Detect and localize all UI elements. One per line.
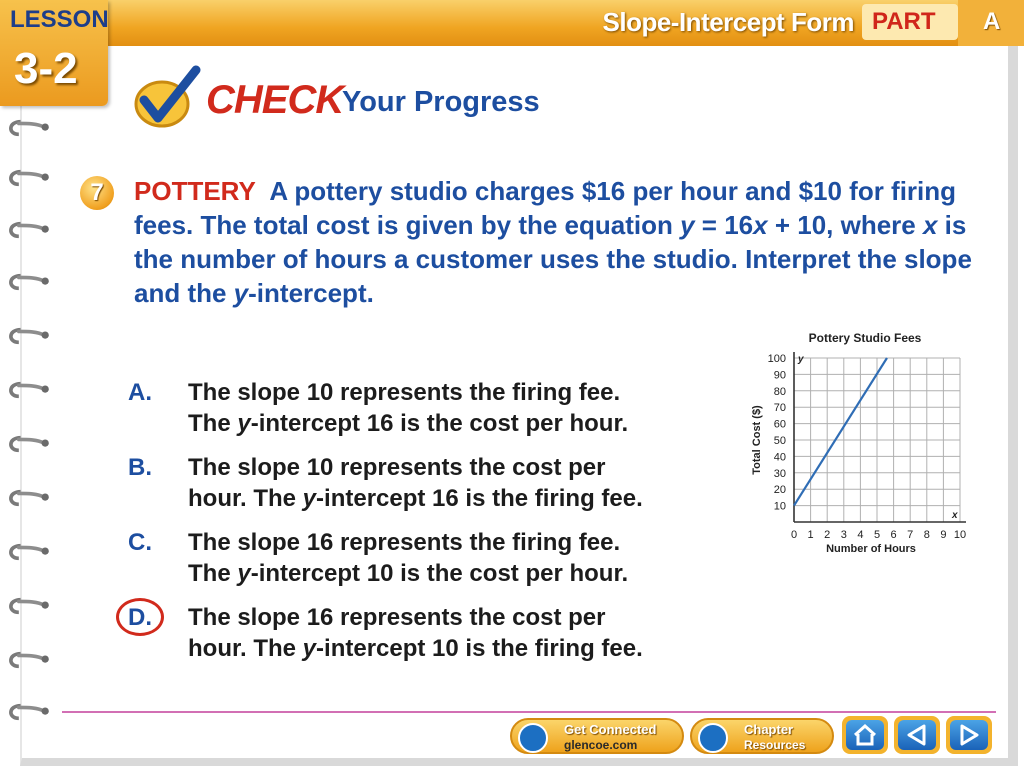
- answer-line: The slope 16 represents the cost per: [188, 604, 606, 631]
- answer-text: [188, 602, 768, 664]
- answer-text: [188, 377, 768, 439]
- check-heading: CHECK: [206, 78, 344, 122]
- next-slide-button[interactable]: [946, 716, 992, 754]
- question-keyword: POTTERY: [134, 176, 256, 206]
- x-tick-label: 4: [857, 529, 864, 541]
- answer-line-part: -intercept 16 is the firing fee.: [316, 485, 643, 512]
- answer-line-part: -intercept 10 is the cost per hour.: [250, 560, 629, 587]
- x-tick-label: 7: [907, 529, 914, 541]
- y-tick-label: 80: [773, 385, 786, 398]
- variable-x: x: [753, 210, 768, 240]
- x-axis-label: Number of Hours: [826, 543, 916, 555]
- footer-divider: [62, 711, 996, 713]
- get-connected-url: glencoe.com: [564, 738, 638, 752]
- answer-line: The slope 10 represents the firing fee.: [188, 379, 621, 406]
- answer-line-part: hour. The: [188, 635, 303, 662]
- part-label: PART: [872, 8, 936, 35]
- y-axis-letter: y: [798, 354, 804, 365]
- arrow-right-icon: [950, 720, 988, 750]
- next-button-face: [950, 720, 988, 750]
- answer-line: [188, 558, 768, 589]
- answer-line: [188, 483, 768, 514]
- answer-line-part: The: [188, 410, 238, 437]
- x-tick-label: 2: [824, 529, 831, 541]
- lesson-word: LESSON: [10, 6, 109, 33]
- binder-ring: [4, 596, 50, 616]
- your-progress-heading: Your Progress: [342, 86, 540, 118]
- variable-y: y: [233, 278, 249, 308]
- variable-y: y: [237, 410, 251, 437]
- question-text: [134, 174, 994, 310]
- chapter-resources-button[interactable]: [690, 718, 834, 754]
- answer-line: [188, 633, 768, 664]
- arrow-left-icon: [898, 720, 936, 750]
- chapter-resources-label: Chapter: [744, 722, 794, 737]
- x-tick-label: 10: [953, 529, 967, 541]
- x-axis-letter: x: [952, 510, 958, 521]
- binder-ring: [4, 488, 50, 508]
- question-text-part: + 10, where: [767, 210, 923, 240]
- chart-title: Pottery Studio Fees: [808, 331, 922, 345]
- y-axis-label: Total Cost ($): [751, 405, 763, 475]
- answer-line-part: hour. The: [188, 485, 303, 512]
- binder-ring: [4, 272, 50, 292]
- variable-y: y: [237, 560, 251, 587]
- series-line: [794, 358, 887, 506]
- y-tick-label: 40: [773, 451, 786, 464]
- variable-y: y: [302, 485, 317, 512]
- previous-slide-button[interactable]: [894, 716, 940, 754]
- y-tick-label: 10: [773, 500, 786, 513]
- get-connected-label: Get Connected: [564, 722, 657, 737]
- x-tick-label: 9: [940, 529, 947, 541]
- binder-ring: [4, 326, 50, 346]
- variable-x: x: [922, 210, 938, 240]
- question-number-badge: 7: [80, 176, 114, 210]
- binder-ring: [4, 542, 50, 562]
- part-letter: A: [983, 8, 1001, 35]
- binder-ring: [4, 168, 50, 188]
- y-tick-label: 30: [773, 467, 786, 480]
- answer-line: The slope 10 represents the cost per: [188, 454, 606, 481]
- question-text-part: is the number of hours a customer uses the studio. Interpret the slope and the: [134, 210, 972, 308]
- question-text-part: A pottery studio charges $16 per hour and $10 for firing fees. The total cost is given by the equation: [134, 176, 957, 240]
- answer-letter: D.: [128, 604, 152, 631]
- answer-line-part: -intercept 16 is the cost per hour.: [250, 410, 629, 437]
- binder-ring: [4, 220, 50, 240]
- pottery-fees-chart: [740, 326, 976, 558]
- home-button[interactable]: [842, 716, 888, 754]
- answer-text: [188, 452, 768, 514]
- binder-ring: [4, 650, 50, 670]
- binder-ring: [4, 702, 50, 722]
- answer-line: [188, 408, 768, 439]
- checkmark-icon: [130, 64, 204, 130]
- home-icon: [846, 720, 884, 750]
- y-tick-label: 20: [773, 484, 786, 497]
- answer-line: The slope 16 represents the firing fee.: [188, 529, 621, 556]
- binder-ring: [4, 380, 50, 400]
- variable-y: y: [680, 210, 695, 240]
- question-text-part: = 16: [694, 210, 754, 240]
- x-tick-label: 0: [790, 529, 798, 541]
- plus-icon: [698, 723, 728, 753]
- lesson-number: 3-2: [14, 44, 78, 93]
- answer-letter: C.: [128, 529, 152, 556]
- y-tick-label: 60: [773, 418, 786, 431]
- y-tick-label: 100: [767, 353, 786, 365]
- get-connected-button[interactable]: [510, 718, 684, 754]
- x-tick-label: 5: [873, 529, 881, 541]
- previous-button-face: [898, 720, 936, 750]
- x-tick-label: 8: [923, 529, 930, 541]
- answer-line-part: The: [188, 560, 238, 587]
- x-tick-label: 3: [840, 529, 847, 541]
- variable-y: y: [302, 635, 317, 662]
- answer-text: [188, 527, 768, 589]
- answer-letter: A.: [128, 379, 152, 406]
- page-title: Slope-Intercept Form: [602, 7, 854, 37]
- computer-icon: [518, 723, 548, 753]
- answer-line-part: -intercept 10 is the firing fee.: [316, 635, 643, 662]
- binder-ring: [4, 434, 50, 454]
- binder-ring: [4, 118, 50, 138]
- answer-letter: B.: [128, 454, 152, 481]
- y-tick-label: 90: [773, 369, 786, 382]
- lesson-badge: [0, 0, 108, 106]
- x-tick-label: 6: [890, 529, 897, 541]
- y-tick-label: 70: [773, 402, 786, 415]
- chapter-resources-sub: Resources: [744, 738, 806, 752]
- y-tick-label: 50: [773, 435, 786, 447]
- question-text-part: -intercept.: [248, 278, 374, 308]
- x-tick-label: 1: [807, 529, 814, 541]
- home-button-face: [846, 720, 884, 750]
